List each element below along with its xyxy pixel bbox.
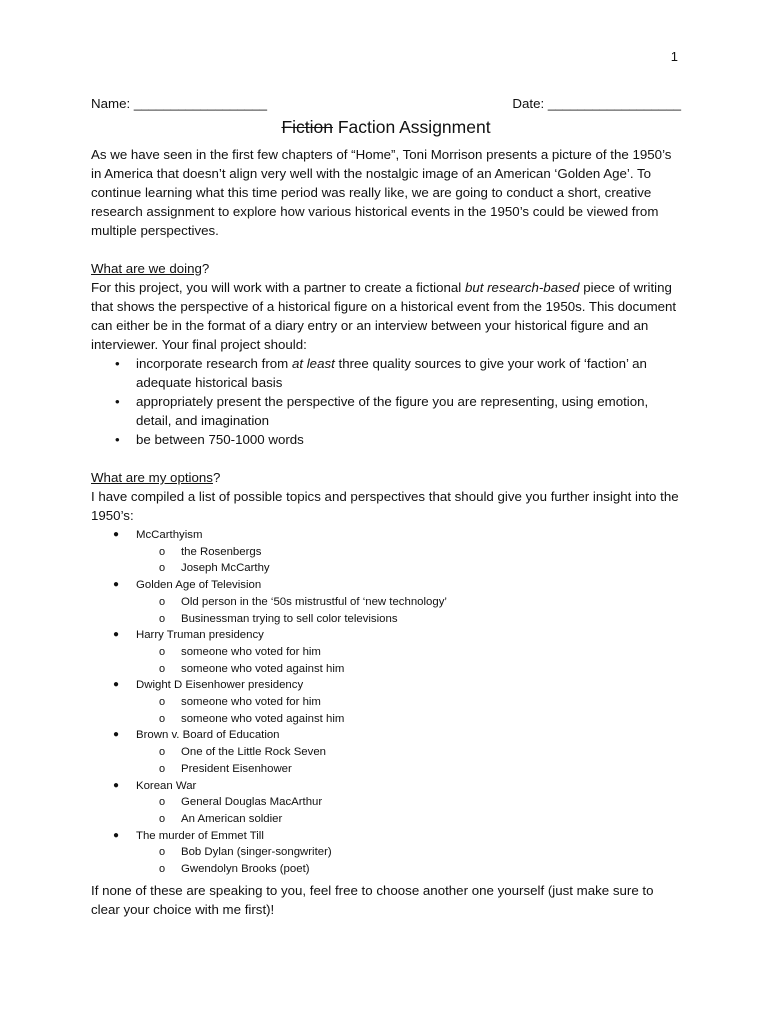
perspective-item: o someone who voted against him [136, 661, 681, 678]
bullet-icon: ● [113, 529, 120, 540]
perspective-item: o Businessman trying to sell color televisions [136, 611, 681, 628]
section-what-heading: What are we doing? [91, 261, 210, 276]
section-options-text: I have compiled a list of possible topics and perspectives that should give you further insight into the 1950’s: [91, 489, 679, 523]
name-date-row [91, 94, 681, 113]
perspectives-list [136, 544, 681, 577]
bullet-icon: ● [113, 829, 120, 841]
circle-bullet-icon: o [159, 746, 166, 759]
perspectives-list [136, 744, 681, 777]
requirement-item: • appropriately present the perspective of the figure you are representing, using emotion, detail, and imagination [91, 392, 681, 430]
date-field: Date: __________________ [512, 96, 681, 111]
bullet-icon: ● [113, 629, 120, 641]
circle-bullet-icon: o [159, 662, 166, 675]
topic-item: ● Korean War o General Douglas MacArthur o An American soldier [91, 778, 681, 828]
bullet-icon: ● [113, 579, 120, 591]
perspective-item: o Old person in the ‘50s mistrustful of ‘new technology’ [136, 594, 681, 611]
intro-paragraph: As we have seen in the first few chapters of “Home”, Toni Morrison presents a picture of the 1950’s in America that doesn’t align very well with the nostalgic image of an American ‘Golden Age’. To continue learning what this time period was really like, we are going to conduct a short, creative research assignment to explore how various historical events in the 1950’s could be viewed from multiple perspectives. [91, 147, 672, 238]
document-body [91, 94, 681, 919]
circle-bullet-icon: o [159, 595, 166, 608]
circle-bullet-icon: o [159, 712, 166, 725]
struck-title-word: Fiction [281, 117, 333, 137]
topic-item: ● McCarthyism o the Rosenbergs o Joseph McCarthy [91, 527, 681, 577]
perspective-item: o Gwendolyn Brooks (poet) [136, 861, 681, 878]
perspectives-list [136, 794, 681, 827]
page-number: 1 [670, 49, 678, 64]
perspectives-list [136, 644, 681, 677]
bullet-icon: ● [113, 779, 120, 791]
circle-bullet-icon: o [159, 863, 166, 876]
perspective-item: o President Eisenhower [136, 761, 681, 778]
perspectives-list [136, 594, 681, 627]
perspective-item: o someone who voted for him [136, 644, 681, 661]
perspective-item: o An American soldier [136, 811, 681, 828]
perspectives-list [136, 694, 681, 727]
section-options-heading: What are my options? [91, 470, 221, 485]
perspective-item: o the Rosenbergs [136, 544, 681, 561]
circle-bullet-icon: o [159, 562, 166, 575]
perspective-item: o Bob Dylan (singer-songwriter) [136, 844, 681, 861]
requirement-item: • incorporate research from at least three quality sources to give your work of ‘faction’ an adequate historical basis [91, 354, 681, 392]
circle-bullet-icon: o [159, 846, 166, 859]
circle-bullet-icon: o [159, 796, 166, 809]
circle-bullet-icon: o [159, 696, 166, 709]
circle-bullet-icon: o [159, 612, 166, 625]
perspective-item: o One of the Little Rock Seven [136, 744, 681, 761]
bullet-icon: ● [113, 729, 120, 741]
perspective-item: o someone who voted for him [136, 694, 681, 711]
perspective-item: o General Douglas MacArthur [136, 794, 681, 811]
circle-bullet-icon: o [159, 812, 166, 825]
perspective-item: o Joseph McCarthy [136, 560, 681, 577]
requirements-list [91, 354, 681, 449]
title-text: Faction Assignment [332, 117, 491, 137]
requirement-item: • be between 750-1000 words [91, 430, 681, 449]
section-what-text: For this project, you will work with a partner to create a fictional but research-based piece of writing that shows the perspective of a historical figure on a historical event from the 1950s. This document can either be in the format of a diary entry or an interview between your historical figure and an interviewer. Your final project should: [91, 280, 677, 352]
circle-bullet-icon: o [159, 645, 166, 658]
name-field: Name: __________________ [91, 96, 267, 111]
perspective-item: o someone who voted against him [136, 711, 681, 728]
topic-item: ● Dwight D Eisenhower presidency o someone who voted for him o someone who voted against him [91, 677, 681, 727]
closing-paragraph: If none of these are speaking to you, feel free to choose another one yourself (just make sure to clear your choice with me first)! [91, 882, 654, 917]
circle-bullet-icon: o [159, 762, 166, 775]
document-title [91, 115, 681, 139]
topic-item: ● The murder of Emmet Till o Bob Dylan (singer-songwriter) o Gwendolyn Brooks (poet) [91, 828, 681, 878]
topics-list [91, 527, 681, 878]
circle-bullet-icon: o [159, 545, 166, 558]
topic-item: ● Golden Age of Television o Old person in the ‘50s mistrustful of ‘new technology’ o Businessman trying to sell color televisions [91, 577, 681, 627]
bullet-icon: ● [113, 679, 120, 691]
topic-item: ● Harry Truman presidency o someone who voted for him o someone who voted against him [91, 627, 681, 677]
perspectives-list [136, 844, 681, 877]
topic-item: ● Brown v. Board of Education o One of the Little Rock Seven o President Eisenhower [91, 727, 681, 777]
